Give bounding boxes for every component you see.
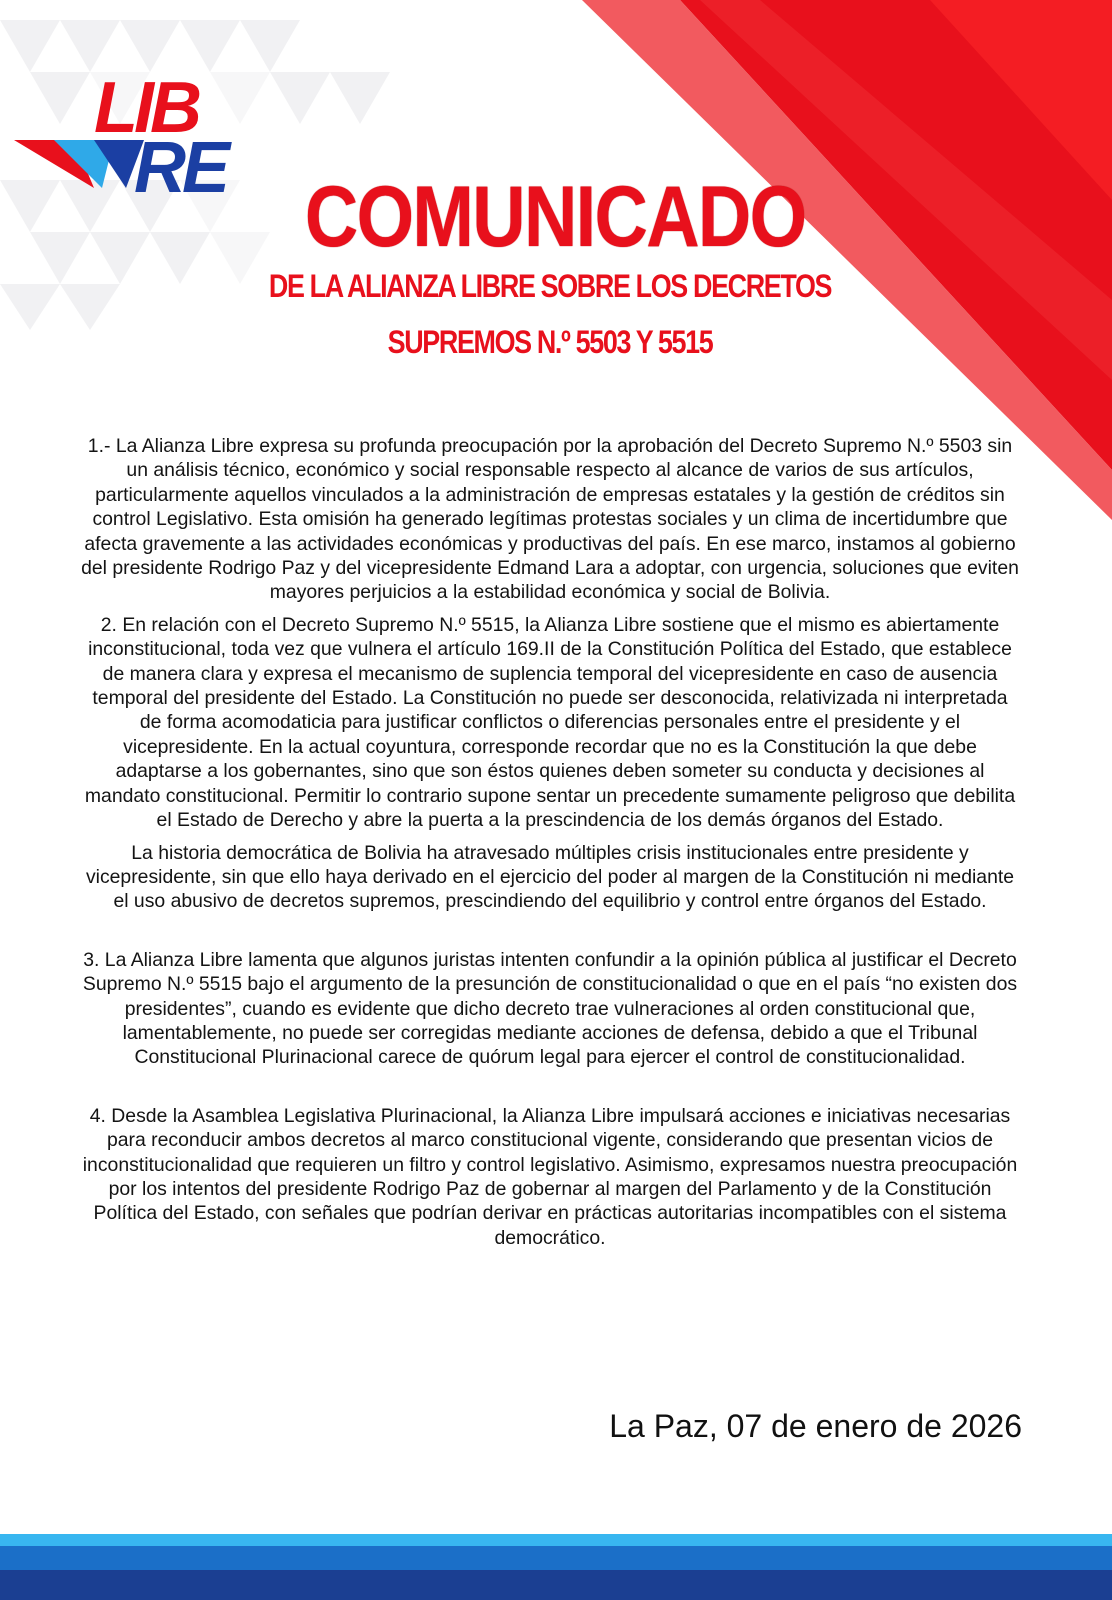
paragraph-2b: La historia democrática de Bolivia ha atravesado múltiples crisis institucionales entre presidente y vicepresidente, sin que ello haya derivado en el ejercicio del poder al margen de la Constitución ni mediante el uso abusivo de decretos supremos, prescindiendo del equilibrio y control entre órganos del Estado. bbox=[85, 841, 1015, 913]
paragraph-2: 2. En relación con el Decreto Supremo N.º 5515, la Alianza Libre sostiene que el mismo es abiertamente inconstitucional, toda vez que vulnera el artículo 169.II de la Constitución Política del Estado, que establece de manera clara y expresa el mecanismo de suplencia temporal del vicepresidente en caso de ausencia temporal del presidente del Estado. La Constitución no puede ser desconocida, relativizada ni interpretada de forma acomodaticia para justificar conflictos o diferencias personales entre el presidente y el vicepresidente. En la actual coyuntura, corresponde recordar que no es la Constitución la que debe adaptarse a los gobernantes, sino que son éstos quienes deben someter su conducta y decisiones al mandato constitucional. Permitir lo contrario supone sentar un precedente sumamente peligroso que debilita el Estado de Derecho y abre la puerta a la prescindencia de los demás órganos del Estado. bbox=[84, 613, 1016, 832]
page-subtitle-line2: SUPREMOS N.º 5503 Y 5515 bbox=[387, 324, 713, 360]
place-date: La Paz, 07 de enero de 2026 bbox=[609, 1408, 1022, 1444]
paragraph-1: 1.- La Alianza Libre expresa su profunda preocupación por la aprobación del Decreto Supremo N.º 5503 sin un análisis técnico, económico y social responsable respecto al alcance de varios de sus artículos, particularmente aquellos vinculados a la administración de empresas estatales y la gestión de créditos sin control Legislativo. Esta omisión ha generado legítimas protestas sociales y un clima de incertidumbre que afecta gravemente a las actividades económicas y productivas del país. En ese marco, instamos al gobierno del presidente Rodrigo Paz y del vicepresidente Edmand Lara a adoptar, con urgencia, soluciones que eviten mayores perjuicios a la estabilidad económica y social de Bolivia. bbox=[81, 435, 1019, 604]
logo-text-lib: LIB bbox=[94, 70, 198, 148]
footer-stripes bbox=[0, 1534, 1112, 1600]
paragraph-3: 3. La Alianza Libre lamenta que algunos juristas intenten confundir a la opinión pública al justificar el Decreto Supremo N.º 5515 bajo el argumento de la presunción de constitucionalidad o que en el país “no existen dos presidentes”, cuando es evidente que dicho decreto trae vulneraciones al orden constitucional que, lamentablemente, no puede ser corregidas mediante acciones de defensa, debido a que el Tribunal Constitucional Plurinacional carece de quórum legal para ejercer el control de constitucionalidad. bbox=[82, 948, 1018, 1069]
logo-text-re: RE bbox=[134, 128, 227, 205]
page-subtitle-line1: DE LA ALIANZA LIBRE SOBRE LOS DECRETOS bbox=[268, 268, 832, 304]
page-title: COMUNICADO bbox=[304, 169, 806, 265]
document-body bbox=[80, 434, 1020, 1250]
paragraph-4: 4. Desde la Asamblea Legislativa Plurinacional, la Alianza Libre impulsará acciones e iniciativas necesarias para reconducir ambos decretos al marco constitucional vigente, considerando que presentan vicios de inconstitucionalidad que requieren un filtro y control legislativo. Asimismo, expresamos nuestra preocupación por los intentos del presidente Rodrigo Paz de gobernar al margen del Parlamento y de la Constitución Política del Estado, con señales que podrían derivar en prácticas autoritarias incompatibles con el sistema democrático. bbox=[82, 1104, 1018, 1249]
